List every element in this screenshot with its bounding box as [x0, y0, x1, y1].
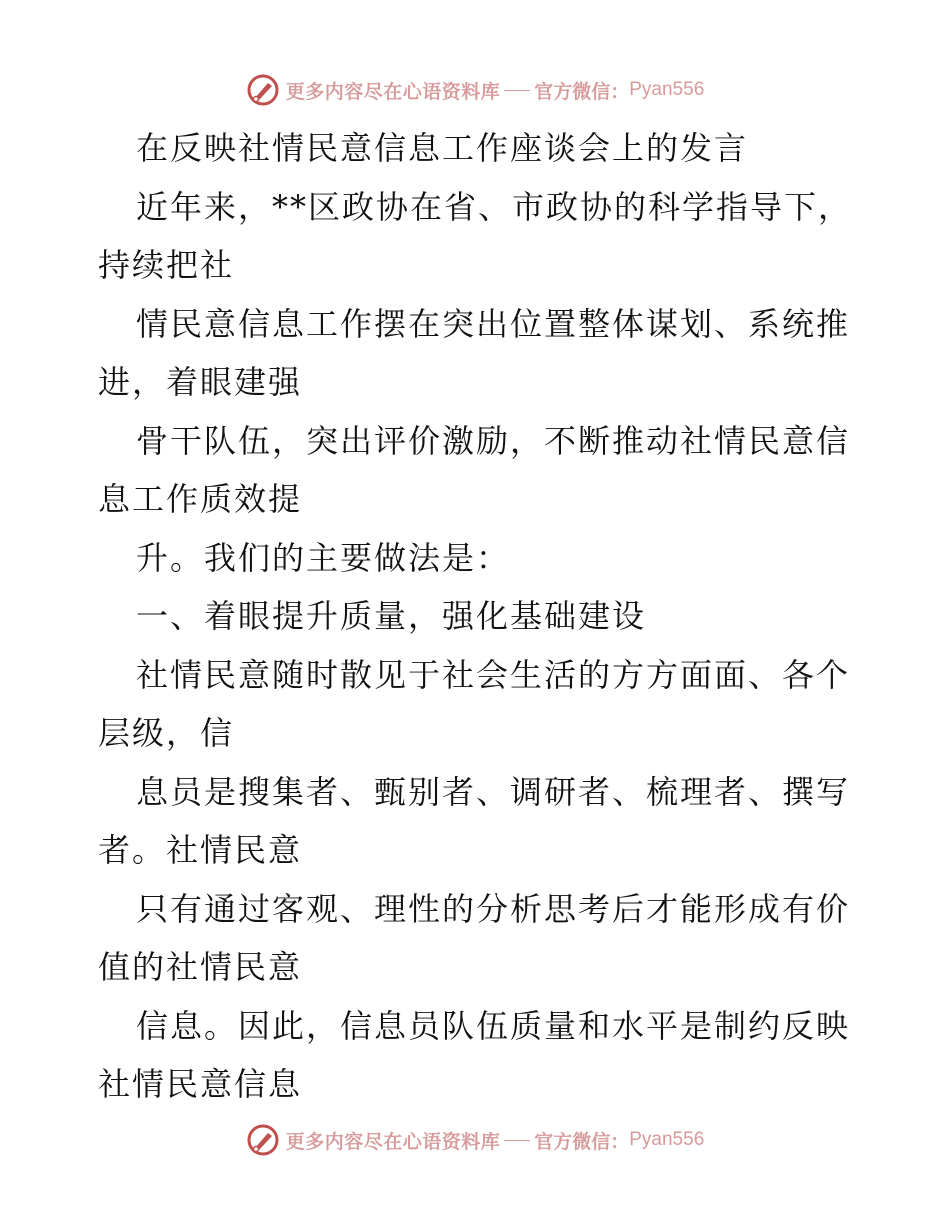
watermark-text: 更多内容尽在心语资料库 [285, 1130, 501, 1153]
text-line: 骨干队伍，突出评价激励，不断推动社情民意信 [136, 422, 851, 460]
watermark-text: 更多内容尽在心语资料库 [285, 80, 501, 103]
text-line: 情民意信息工作摆在突出位置整体谋划、系统推 [136, 305, 851, 343]
footer-watermark-banner [0, 1120, 950, 1160]
text-line: 息员是搜集者、甄别者、调研者、梳理者、撰写 [136, 773, 851, 811]
watermark-dash [504, 1140, 530, 1141]
text-line: 信息。因此，信息员队伍质量和水平是制约反映 [136, 1007, 851, 1045]
header-watermark-banner [0, 70, 950, 110]
text-line: 者。社情民意 [98, 831, 303, 869]
text-line: 近年来，**区政协在省、市政协的科学指导下， [136, 188, 853, 226]
watermark-dash [504, 90, 530, 91]
watermark-wechat-label: 官方微信： [534, 80, 630, 103]
document-title: 在反映社情民意信息工作座谈会上的发言 [136, 129, 749, 167]
watermark-wechat-id: Pyan556 [629, 1129, 705, 1150]
text-line: 升。我们的主要做法是： [136, 539, 511, 577]
text-line: 进，着眼建强 [98, 363, 303, 401]
watermark-wechat-id: Pyan556 [629, 79, 705, 100]
text-line: 值的社情民意 [98, 948, 303, 986]
pen-logo-icon [246, 1123, 280, 1157]
watermark-wechat-label: 官方微信： [534, 1130, 630, 1153]
pen-logo-icon [246, 73, 280, 107]
text-line: 只有通过客观、理性的分析思考后才能形成有价 [136, 890, 851, 928]
text-line: 层级，信 [98, 714, 235, 752]
text-line: 社情民意信息 [98, 1065, 303, 1103]
section-heading: 一、着眼提升质量，强化基础建设 [136, 597, 647, 635]
text-line: 社情民意随时散见于社会生活的方方面面、各个 [136, 656, 851, 694]
text-line: 息工作质效提 [98, 480, 303, 518]
text-line: 持续把社 [98, 246, 235, 284]
